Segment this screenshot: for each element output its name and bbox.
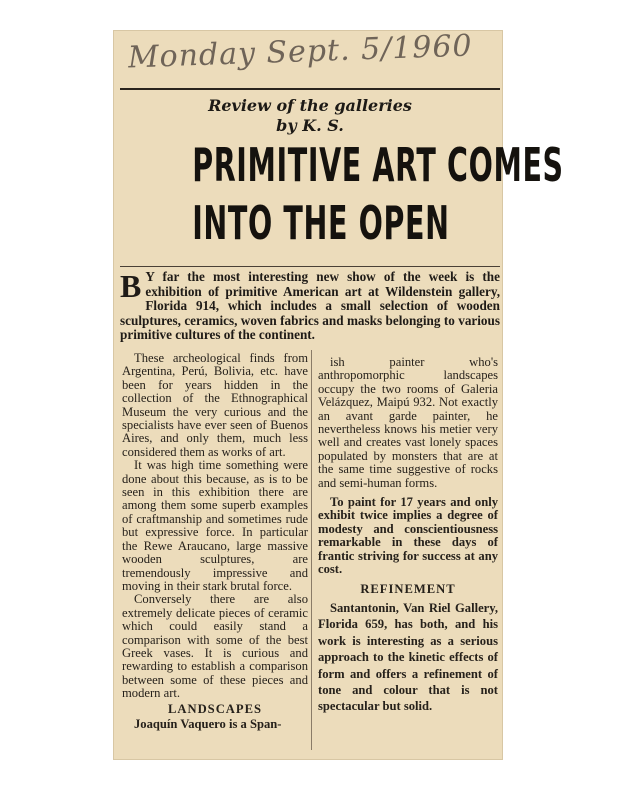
left-paragraph-1: These archeological finds from Argentina, Perú, Bolivia, etc. have been for years hidden in the collection of the Ethnographical Museum the very curious and the specialists have ever seen of Buenos Aires, and only them, much less considered them as works of art. <box>122 351 308 459</box>
lead-paragraph <box>120 270 500 343</box>
right-paragraph-1: ish painter who's anthropomorphic landscapes occupy the two rooms of Galeria Velázquez, Maipú 932. Not exactly an avant garde painter, he nevertheless knows his metier very well and creates vast lonely spaces populated by monsters that are at the same time suggestive of rocks and semi-human forms. <box>318 355 498 490</box>
left-paragraph-3: Conversely there are also extremely delicate pieces of ceramic which could easily stand a comparison with some of the best Greek vases. It is curious and rewarding to establish a comparison between some of these pieces and modern art. <box>122 592 308 701</box>
right-paragraph-2: To paint for 17 years and only exhibit twice implies a degree of modesty and conscientiousness remarkable in these days of frantic striving for success at any cost. <box>318 495 498 577</box>
author-byline: by K. S. <box>276 116 344 135</box>
column-divider <box>311 350 312 750</box>
kicker: Review of the galleries <box>208 96 412 115</box>
headline-rule <box>120 266 500 267</box>
headline-line-1: PRIMITIVE ART COMES <box>192 138 564 192</box>
headline-line-2: INTO THE OPEN <box>192 196 450 250</box>
lead-text: Y far the most interesting new show of the week is the exhibition of primitive American art at Wildenstein gallery, Florida 914, which includes a small selection of wooden sculptures, ceramics, woven fabrics and masks belonging to various primitive cultures of the continent. <box>120 269 500 343</box>
drop-cap: B <box>120 268 142 304</box>
top-rule <box>120 88 500 90</box>
right-column <box>318 356 498 715</box>
right-paragraph-3: Santantonin, Van Riel Gallery, Florida 659, has both, and his work is interesting as a serious approach to the kinetic effects of form and offers a refinement of tone and colour that is not spectacular but solid. <box>318 600 498 714</box>
left-paragraph-2: It was high time something were done about this because, as is to be seen in this exhibition there are among them some superb examples of craftmanship and sometimes rude but expressive force. In particular the Rewe Araucano, large massive wooden sculptures, are tremendously impressive and moving in their stark brutal force. <box>122 458 308 593</box>
subhead-landscapes: LANDSCAPES <box>168 701 262 716</box>
handwritten-date: Monday Sept. 5/1960 <box>127 28 474 76</box>
subhead-refinement: REFINEMENT <box>360 581 456 596</box>
left-column <box>122 352 308 731</box>
left-paragraph-4: Joaquín Vaquero is a Span- <box>134 716 282 731</box>
